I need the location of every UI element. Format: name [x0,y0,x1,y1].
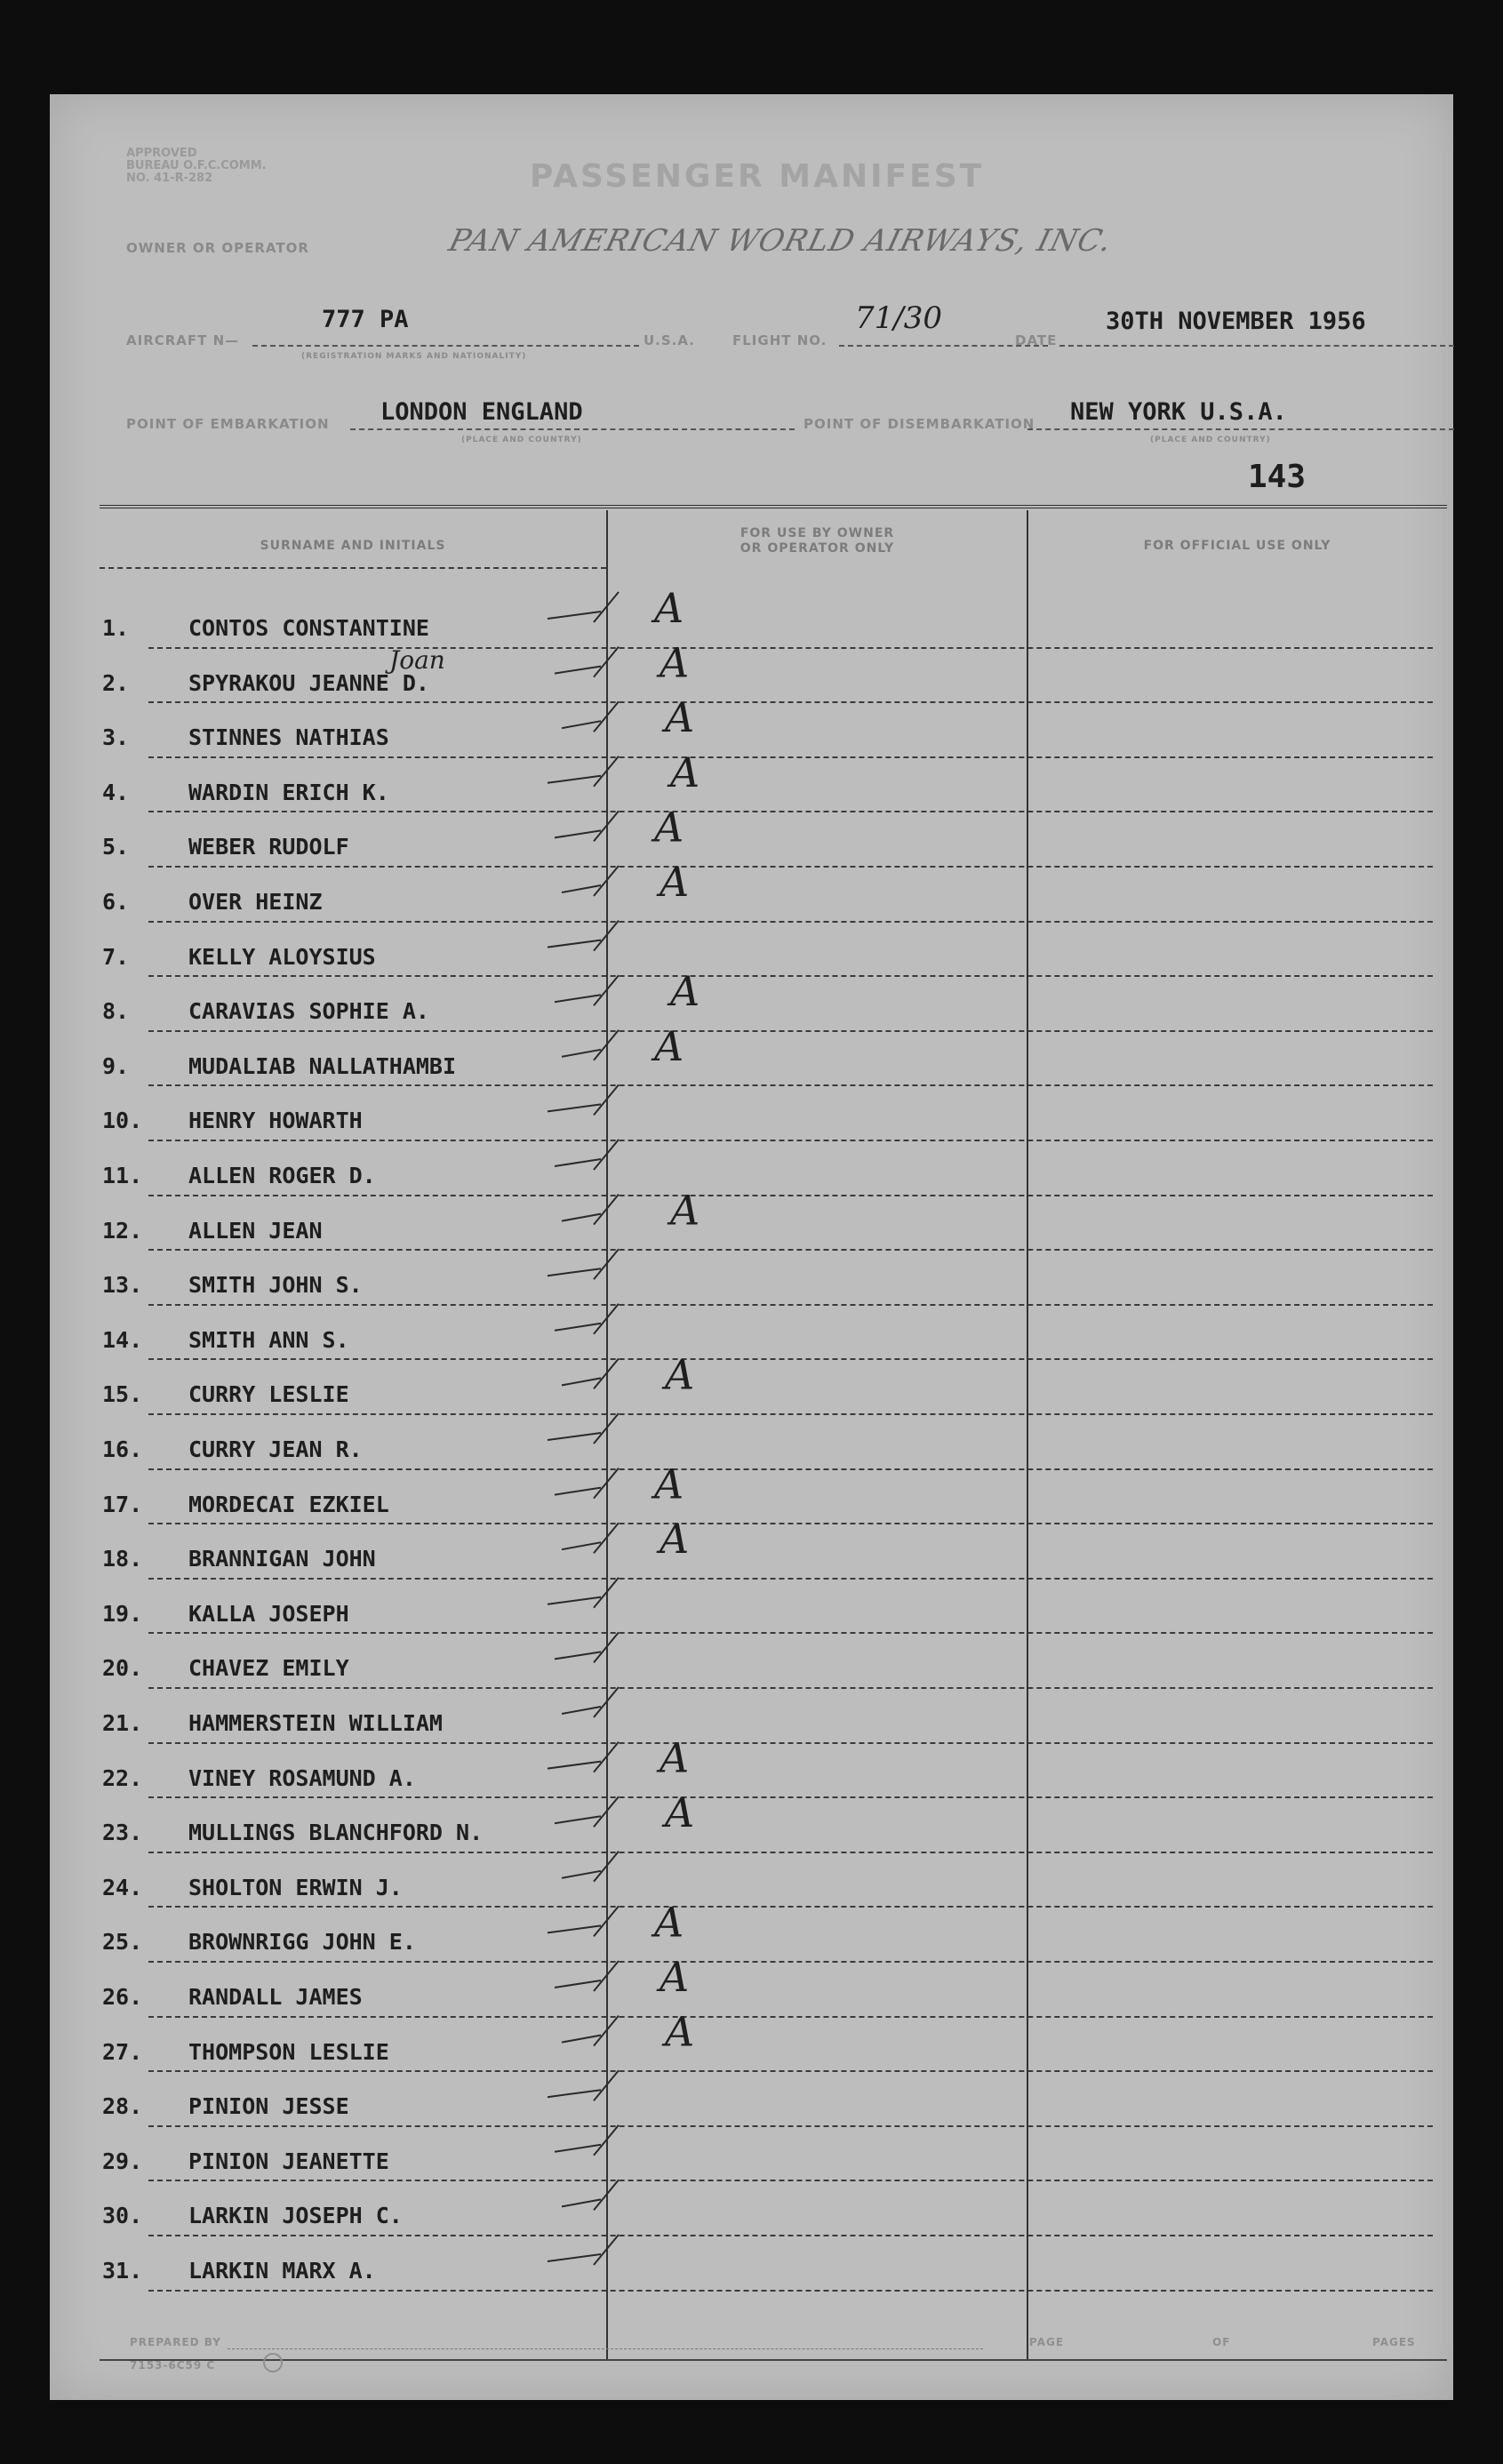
passenger-row [100,1032,1433,1087]
passenger-number: 12. [102,1217,143,1244]
handwritten-a-mark: A [654,584,684,632]
passenger-row [100,2018,1433,2073]
passenger-name: HAMMERSTEIN WILLIAM [188,1710,443,1736]
aircraft-value: 777 PA [322,306,409,333]
passenger-number: 2. [102,669,130,696]
handwritten-a-mark: A [660,858,690,906]
passenger-name: SPYRAKOU JEANNE D. [188,669,429,696]
disembark-value: NEW YORK U.S.A. [1070,398,1287,426]
prepared-underline [228,2348,983,2349]
passenger-name: LARKIN JOSEPH C. [188,2203,403,2229]
passenger-name: VINEY ROSAMUND A. [188,1764,416,1791]
passenger-name: WEBER RUDOLF [188,834,349,860]
aircraft-underline [252,345,639,347]
passenger-row [100,1524,1433,1580]
passenger-number: 28. [102,2093,143,2120]
handwritten-a-mark: A [660,1953,690,2001]
form-title: PASSENGER MANIFEST [530,158,985,195]
passenger-name: ALLEN JEAN [188,1217,323,1244]
passenger-number: 13. [102,1272,143,1299]
handwritten-correction: Joan [389,644,445,675]
header-rule [100,567,606,569]
passenger-number: 26. [102,1984,143,2010]
table-top-rule [100,505,1447,508]
handwritten-a-mark: A [670,1186,700,1235]
handwritten-a-mark: A [654,803,684,852]
passenger-number: 24. [102,1874,143,1900]
passenger-name: PINION JEANETTE [188,2148,389,2174]
handwritten-a-mark: A [654,1898,684,1947]
handwritten-a-mark: A [665,1788,695,1837]
passenger-row [100,1853,1433,1908]
passenger-name: WARDIN ERICH K. [188,779,389,805]
page-number: 143 [1248,459,1307,495]
embark-label: POINT OF EMBARKATION [126,416,330,432]
union-bug-icon [263,2353,283,2372]
passenger-name: MULLINGS BLANCHFORD N. [188,1820,484,1846]
handwritten-a-mark: A [670,748,700,796]
aircraft-label: AIRCRAFT N— [126,332,240,348]
approval-stamp: APPROVED BUREAU O.F.C.COMM. NO. 41-R-282 [126,147,267,185]
passenger-name: LARKIN MARX A. [188,2258,376,2284]
passenger-number: 22. [102,1764,143,1791]
passenger-row [100,703,1433,758]
passenger-number: 8. [102,998,130,1025]
official-column-header: FOR OFFICIAL USE ONLY [1143,539,1331,553]
passenger-number: 23. [102,1820,143,1846]
handwritten-a-mark: A [654,1021,684,1070]
date-underline [1059,345,1454,347]
handwritten-a-mark: A [670,967,700,1016]
embark-value: LONDON ENGLAND [380,398,583,426]
prepared-by-label: PREPARED BY [130,2336,221,2348]
flight-value: 71/30 [855,300,942,336]
passenger-row [100,644,1433,704]
form-code: 7153-6C59 C [130,2359,216,2372]
passenger-number: 1. [102,615,130,641]
handwritten-a-mark: A [660,1733,690,1782]
passenger-row [100,758,1433,813]
passenger-number: 17. [102,1491,143,1517]
passenger-number: 15. [102,1381,143,1408]
manifest-sheet [50,94,1453,2400]
passenger-name: STINNES NATHIAS [188,724,389,751]
passenger-number: 7. [102,943,130,970]
row-rule [148,2290,1433,2292]
passenger-number: 9. [102,1052,130,1079]
passenger-number: 3. [102,724,130,751]
passenger-row [100,1798,1433,1853]
passenger-name: KELLY ALOYSIUS [188,943,376,970]
operator-name: PAN AMERICAN WORLD AIRWAYS, INC. [445,223,1116,259]
pages-label: PAGES [1372,2336,1416,2348]
handwritten-a-mark: A [665,1350,695,1399]
passenger-name: OVER HEINZ [188,889,323,915]
passenger-name: MORDECAI EZKIEL [188,1491,389,1517]
passenger-row [100,923,1433,978]
passenger-row [100,1196,1433,1252]
handwritten-a-mark: A [660,1515,690,1564]
owner-label: OWNER OR OPERATOR [126,240,309,256]
disembark-sublabel: (PLACE AND COUNTRY) [1150,436,1271,444]
passenger-number: 27. [102,2038,143,2065]
passenger-row [100,2236,1433,2292]
passenger-name: CHAVEZ EMILY [188,1655,349,1682]
passenger-name: PINION JESSE [188,2093,349,2120]
passenger-number: 25. [102,1929,143,1956]
passenger-name: BRANNIGAN JOHN [188,1546,376,1572]
passenger-number: 31. [102,2258,143,2284]
handwritten-a-mark: A [665,2007,695,2056]
passenger-row [100,868,1433,923]
passenger-row [100,1689,1433,1744]
embark-underline [350,428,795,430]
passenger-number: 19. [102,1600,143,1627]
aircraft-sublabel: (REGISTRATION MARKS AND NATIONALITY) [301,352,527,361]
disembark-label: POINT OF DISEMBARKATION [803,416,1035,432]
usa-label: U.S.A. [644,332,695,348]
disembark-underline [1027,428,1454,430]
passenger-row [100,1251,1433,1306]
passenger-number: 5. [102,834,130,860]
passenger-name: SMITH JOHN S. [188,1272,363,1299]
passenger-row [100,2127,1433,2182]
passenger-row [100,1360,1433,1415]
passenger-row [100,977,1433,1032]
passenger-name: BROWNRIGG JOHN E. [188,1929,416,1956]
handwritten-a-mark: A [660,638,690,687]
passenger-row [100,594,1433,649]
passenger-name: HENRY HOWARTH [188,1108,363,1134]
passenger-number: 16. [102,1436,143,1462]
owner-column-header: FOR USE BY OWNER OR OPERATOR ONLY [740,526,895,556]
table-bottom-rule [100,2359,1447,2361]
passenger-row [100,1141,1433,1196]
passenger-row [100,1634,1433,1689]
passenger-number: 4. [102,779,130,805]
passenger-name: CURRY LESLIE [188,1381,349,1408]
date-value: 30TH NOVEMBER 1956 [1106,308,1366,335]
passenger-name: CURRY JEAN R. [188,1436,363,1462]
passenger-row [100,1086,1433,1141]
passenger-row [100,1744,1433,1799]
passenger-number: 20. [102,1655,143,1682]
passenger-name: SMITH ANN S. [188,1326,349,1353]
passenger-name: CONTOS CONSTANTINE [188,615,429,641]
passenger-number: 14. [102,1326,143,1353]
passenger-number: 30. [102,2203,143,2229]
passenger-name: SHOLTON ERWIN J. [188,1874,403,1900]
passenger-name: MUDALIAB NALLATHAMBI [188,1052,457,1079]
passenger-name: ALLEN ROGER D. [188,1163,376,1188]
passenger-row [100,2181,1433,2236]
of-label: OF [1212,2336,1231,2348]
passenger-row [100,1306,1433,1361]
passenger-row [100,2072,1433,2127]
passenger-number: 11. [102,1163,143,1188]
passenger-row [100,1908,1433,1963]
passenger-name: THOMPSON LESLIE [188,2038,389,2065]
handwritten-a-mark: A [654,1460,684,1508]
passenger-number: 21. [102,1710,143,1736]
passenger-number: 6. [102,889,130,915]
passenger-name: RANDALL JAMES [188,1984,363,2010]
passenger-row [100,1963,1433,2018]
passenger-row [100,1470,1433,1525]
embark-sublabel: (PLACE AND COUNTRY) [461,436,582,444]
passenger-row [100,1580,1433,1635]
passenger-row [100,812,1433,868]
passenger-number: 29. [102,2148,143,2174]
passenger-name: KALLA JOSEPH [188,1600,349,1627]
date-label: DATE [1015,332,1058,348]
passenger-name: CARAVIAS SOPHIE A. [188,998,429,1025]
passenger-number: 18. [102,1546,143,1572]
surname-column-header: SURNAME AND INITIALS [260,539,446,553]
handwritten-a-mark: A [665,693,695,742]
passenger-row [100,1415,1433,1470]
flight-label: FLIGHT NO. [732,332,827,348]
page-label: PAGE [1029,2336,1065,2348]
passenger-number: 10. [102,1108,143,1134]
